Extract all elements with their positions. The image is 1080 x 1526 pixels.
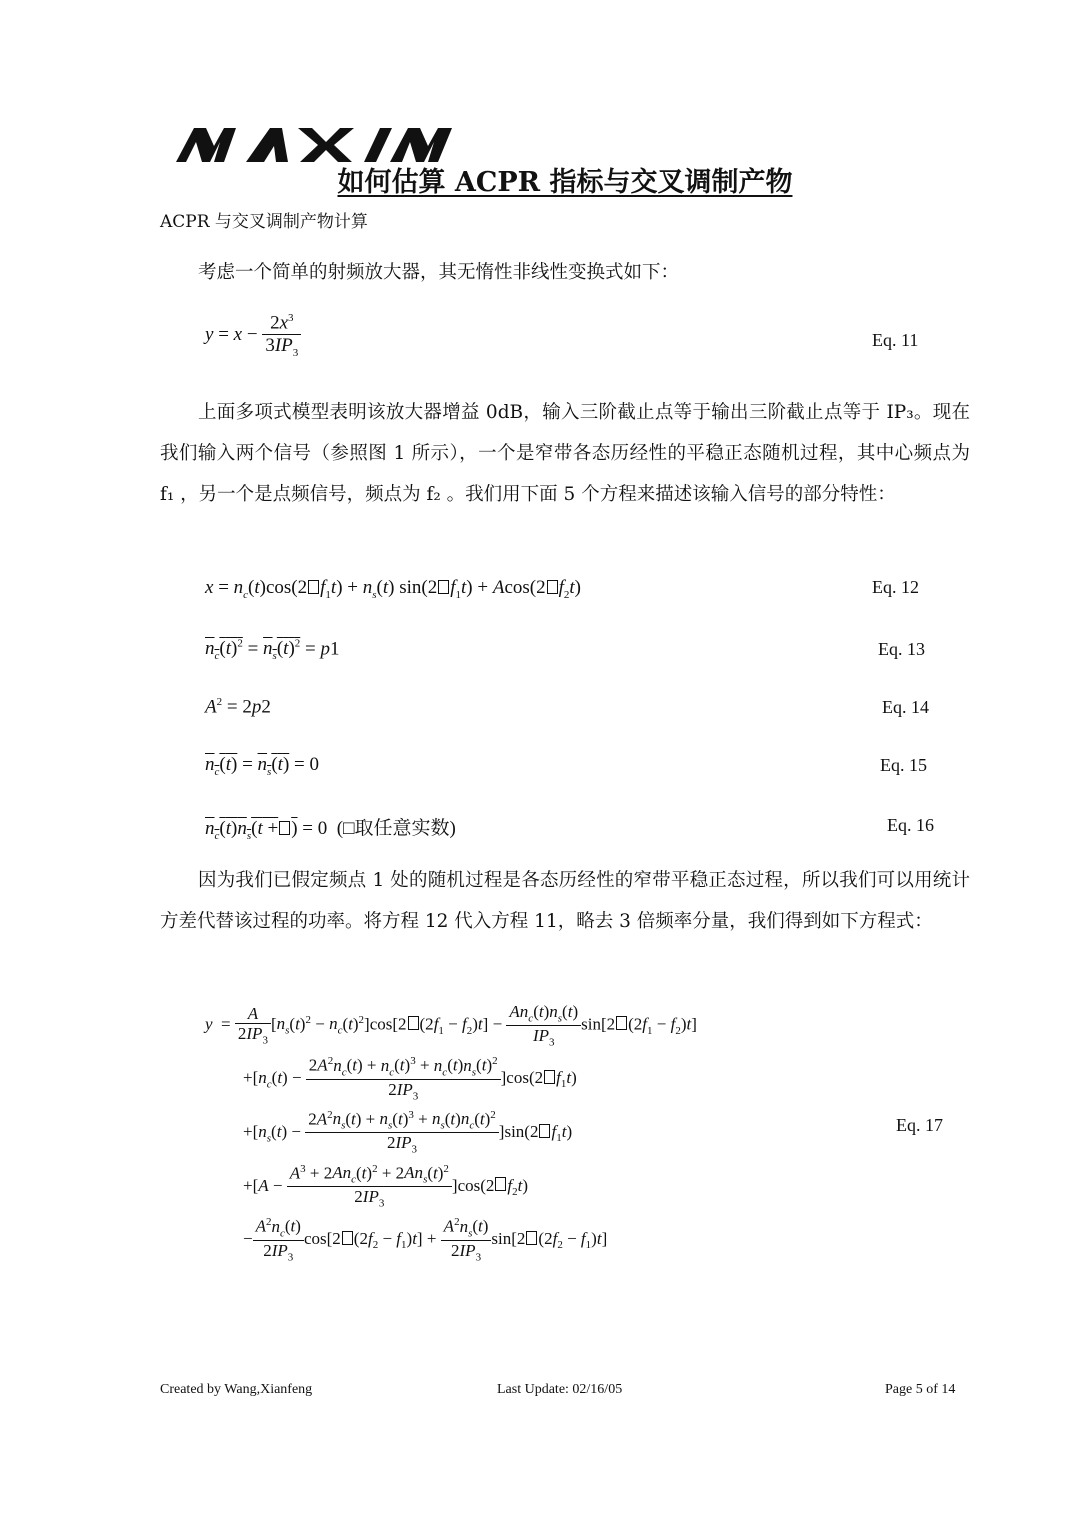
equation-11: y = x − $\frac{2x^3}{3IP_3}$ — [205, 312, 301, 359]
equation-14: $A^2 = 2p2$ — [205, 696, 271, 718]
eq-11-label: Eq. 11 — [872, 330, 919, 350]
equation-15: $n_c(t) = n_s(t) = 0$ — [205, 754, 319, 778]
eq-16-note: (□取任意实数) — [336, 818, 456, 839]
eq-13-label: Eq. 13 — [878, 639, 925, 659]
paragraph-intro: 考虑一个简单的射频放大器，其无惰性非线性变换式如下： — [198, 262, 680, 283]
eq-17-line-1: y = $\frac{A}{2IP_3}$ $[n_s(t)^2 - n_c(t)^2]\cos[2$ $(2f_1 - f_2)t$] − $\frac{An_c(t)n_s(t)}{IP_3}$ sin[2 $(2f_1 - f_2)t$] — [205, 1002, 697, 1049]
maxim-logo — [176, 128, 452, 162]
eq-12-label: Eq. 12 — [872, 577, 919, 597]
section-title: ACPR 与交叉调制产物计算 — [160, 212, 368, 232]
equation-17 — [205, 1002, 697, 1264]
eq-17-line-2: $+[n_c(t)$ − $\frac{2A^2n_c(t) + n_c(t)^3 + n_c(t)n_s(t)^2}{2IP_3}$ ]cos(2 $f_1t$) — [243, 1055, 577, 1103]
footer-created: Created by Wang,Xianfeng — [160, 1382, 313, 1397]
eq-17-line-4: +[A − $\frac{A^3 + 2An_c(t)^2 + 2An_s(t)^2}{2IP_3}$ ]cos(2 $f_2t$) — [243, 1162, 529, 1210]
eq-17-line-3: $+[n_s(t)$ − $\frac{2A^2n_s(t) + n_s(t)^3 + n_s(t)n_c(t)^2}{2IP_3}$ ]sin(2 $f_1t$) — [243, 1108, 573, 1156]
equation-16: $n_c(t)n_s(t$ + ) = 0 (□取任意实数) — [205, 818, 456, 842]
eq-14-label: Eq. 14 — [882, 697, 929, 717]
document-title: 如何估算 ACPR 指标与交叉调制产物 — [337, 167, 793, 198]
eq-17-line-5: − $\frac{A^2n_c(t)}{2IP_3}$ cos[2 $(2f_2 - f_1)t$] + $\frac{A^2n_s(t)}{2IP_3}$ sin[2 $(2f_2 - f_1)t$] — [243, 1216, 608, 1264]
equation-12: $x = n_c(t)\cos(2$ $f_1t) + n_s(t)$ sin(2 $f_1t) + Acos(2$ $f_2t$) — [205, 577, 581, 601]
eq-17-label: Eq. 17 — [896, 1115, 943, 1135]
paragraph-model: 上面多项式模型表明该放大器增益 0dB，输入三阶截止点等于输出三阶截止点等于 IP₃。现在我们输入两个信号（参照图 1 所示），一个是窄带各态历经性的平稳正态随机过程，其中心频点为 f₁ ，另一个是点频信号，频点为 f₂ 。我们用下面 5 个方程来描述该输入信号的部分特性： — [160, 402, 970, 505]
footer-page: Page 5 of 14 — [885, 1382, 956, 1397]
footer-updated: Last Update: 02/16/05 — [497, 1382, 623, 1397]
eq-15-label: Eq. 15 — [880, 755, 927, 775]
eq-16-label: Eq. 16 — [887, 815, 934, 835]
paragraph-derivation: 因为我们已假定频点 1 处的随机过程是各态历经性的窄带平稳正态过程，所以我们可以用统计方差代替该过程的功率。将方程 12 代入方程 11，略去 3 倍频率分量，我们得到如下方程式： — [160, 870, 970, 932]
equation-13: $n_c(t)^2 = n_s(t)^2 = p1$ — [205, 638, 340, 663]
